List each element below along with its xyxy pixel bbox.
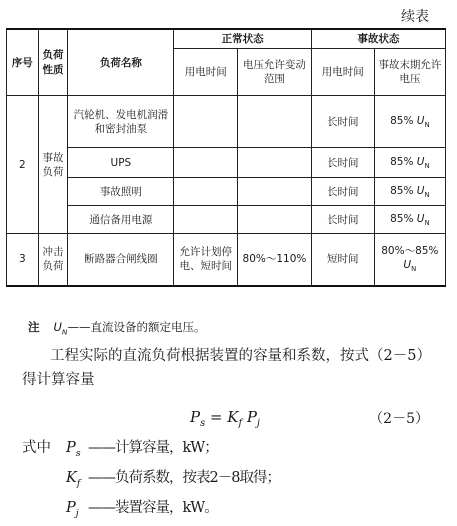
cell-fault-voltage	[374, 96, 445, 148]
cell-fault-voltage	[374, 206, 445, 234]
fault-voltage-value: 85% $U_N$	[390, 212, 430, 227]
table-row	[7, 148, 446, 178]
definition-text: ——计算容量，kW；	[88, 440, 218, 456]
table-row	[7, 96, 446, 148]
definition-row	[22, 496, 280, 526]
header-fault-time: 用电时间	[311, 49, 374, 96]
cell-name: 汽轮机、发电机润滑和密封油泵	[68, 96, 174, 148]
cell-normal-voltage	[238, 178, 312, 206]
cell-name: 通信备用电源	[68, 206, 174, 234]
cell-fault-voltage	[374, 178, 445, 206]
formula-text: $P_s = K_f$ $P_j$	[190, 408, 260, 429]
cell-normal-time	[174, 96, 238, 148]
cell-fault-time: 长时间	[311, 96, 374, 148]
definition-row	[22, 466, 280, 496]
header-fault-voltage: 事故末期允许电压	[374, 49, 445, 96]
cell-normal-time	[174, 178, 238, 206]
cell-seq: 2	[7, 96, 39, 234]
cell-name: 事故照明	[68, 178, 174, 206]
definition-indent	[22, 466, 66, 496]
header-fault-group: 事故状态	[311, 29, 445, 49]
cell-fault-time: 长时间	[311, 178, 374, 206]
note-symbol: $U_N$	[53, 320, 68, 337]
cell-fault-time: 短时间	[311, 234, 374, 286]
header-name: 负荷名称	[68, 29, 174, 96]
cell-fault-time: 长时间	[311, 148, 374, 178]
body-paragraph: 工程实际的直流负荷根据装置的容量和系数，按式（2－5）得计算容量	[22, 348, 431, 388]
cell-fault-time: 长时间	[311, 206, 374, 234]
cell-seq: 3	[7, 234, 39, 286]
cell-fault-voltage	[374, 234, 445, 286]
continued-label: 续表	[401, 9, 429, 25]
definition-indent	[22, 496, 66, 526]
cell-fault-voltage	[374, 148, 445, 178]
header-normal-group: 正常状态	[174, 29, 311, 49]
cell-normal-time	[174, 148, 238, 178]
symbol-text: $P_j$	[66, 499, 79, 519]
cell-name: 断路器合闸线圈	[68, 234, 174, 286]
formula-number: （2－5）	[369, 411, 429, 427]
fault-voltage-value: 85% $U_N$	[390, 184, 430, 199]
header-seq: 序号	[7, 29, 39, 96]
definition-text: ——负荷系数，按表2－8取得；	[88, 469, 280, 486]
header-normal-time: 用电时间	[174, 49, 238, 96]
symbol-text: $K_f$	[66, 469, 81, 489]
note-text: ——直流设备的额定电压。	[67, 320, 206, 334]
header-normal-voltage: 电压允许变动范围	[238, 49, 312, 96]
table-row	[7, 206, 446, 234]
definition-row	[22, 436, 280, 466]
symbol-text: $P_s$	[66, 440, 81, 459]
fault-voltage-value: 85% $U_N$	[390, 114, 430, 129]
cell-normal-voltage	[238, 96, 312, 148]
cell-normal-voltage: 80%～110%	[238, 234, 312, 286]
table-note	[28, 319, 206, 336]
note-label: 注	[28, 320, 40, 334]
cell-nature: 事故负荷	[38, 96, 68, 234]
cell-normal-voltage	[238, 206, 312, 234]
cell-normal-time	[174, 206, 238, 234]
definition-symbol	[66, 496, 88, 526]
definitions	[22, 436, 280, 526]
cell-normal-voltage	[238, 148, 312, 178]
load-table	[6, 28, 446, 287]
cell-nature: 冲击负荷	[38, 234, 68, 286]
definition-text: ——装置容量，kW。	[88, 499, 218, 516]
cell-normal-time: 允许计划停电、短时间	[174, 234, 238, 286]
definition-symbol	[66, 436, 88, 466]
fault-voltage-value: 80%～85% $U_N$	[381, 245, 439, 274]
fault-voltage-value: 85% $U_N$	[390, 155, 430, 170]
definitions-lead: 式中	[22, 440, 51, 456]
header-nature: 负荷性质	[38, 29, 68, 96]
header-row	[7, 29, 446, 49]
cell-name: UPS	[68, 148, 174, 178]
definition-symbol	[66, 466, 88, 496]
table-row	[7, 234, 446, 286]
formula	[190, 408, 260, 429]
table-row	[7, 178, 446, 206]
